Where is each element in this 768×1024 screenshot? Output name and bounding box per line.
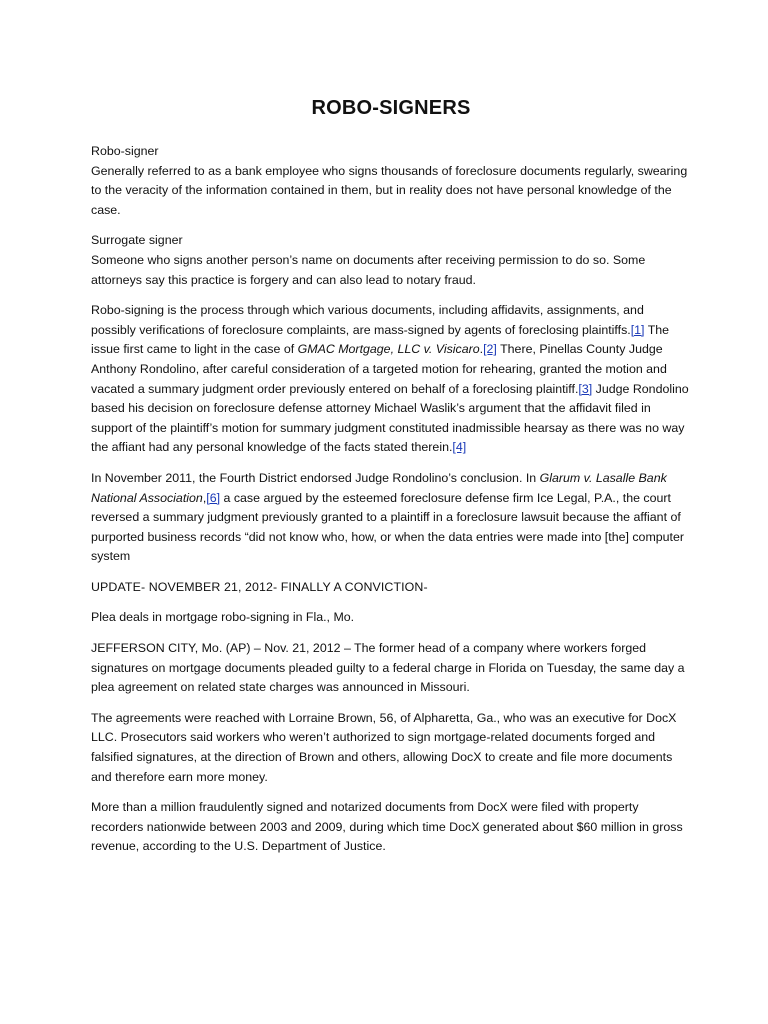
definition-text: Generally referred to as a bank employee who signs thousands of foreclosure documents regularly, swearing to the veracity of the information contained in them, but in reality does not have personal knowledge of the case. [91, 163, 688, 217]
footnote-link-1[interactable]: [1] [630, 322, 645, 337]
paragraph-agreements: The agreements were reached with Lorraine Brown, 56, of Alpharetta, Ga., who was an executive for DocX LLC. Prosecutors said workers who weren’t authorized to sign mortgage-related documents forged and falsified signatures, at the direction of Brown and others, allowing DocX to create and file more documents and therefore earn more money. [91, 710, 677, 784]
footnote-link-2[interactable]: [2] [483, 342, 497, 357]
document-page [91, 96, 691, 868]
paragraph-jefferson-city: JEFFERSON CITY, Mo. (AP) – Nov. 21, 2012 – The former head of a company where workers forged signatures on mortgage documents pleaded guilty to a federal charge in Florida on Tuesday, the same day a plea agreement on related state charges was announced in Missouri. [91, 641, 685, 695]
document-title: ROBO-SIGNERS [311, 97, 471, 119]
paragraph-text: . [479, 342, 484, 357]
paragraph-text: There, Pinellas County Judge Anthony Rondolino, after careful consideration of a targeted motion for rehearing, granted the motion and vacated a summary judgment order previously entered on behalf of a foreclosing plaintiff. [91, 342, 667, 396]
definition-term: Surrogate signer [91, 233, 183, 248]
case-name: GMAC Mortgage, LLC v. Visicaro [297, 342, 480, 357]
footnote-link-3[interactable]: [3] [578, 381, 593, 396]
paragraph-text: In November 2011, the Fourth District endorsed Judge Rondolino’s conclusion. In [91, 470, 540, 485]
definition-surrogate-signer [91, 231, 691, 290]
definition-robo-signer [91, 142, 691, 220]
footnote-link-4[interactable]: [4] [452, 440, 467, 455]
definition-text: Someone who signs another person’s name on documents after receiving permission to do so. Some attorneys say this practice is forgery and can also lead to notary fraud. [91, 252, 646, 287]
case-name: Glarum v. Lasalle Bank National Association [91, 470, 667, 505]
paragraph-text: Judge Rondolino based his decision on foreclosure defense attorney Michael Waslik’s argument that the affidavit filed in support of the plaintiff’s motion for summary judgment constituted inadmissible hearsay as there was no way the affiant had any personal knowledge of the facts stated therein. [91, 381, 689, 455]
definition-term: Robo-signer [91, 144, 159, 158]
paragraph-text: The issue first came to light in the case of [91, 322, 670, 357]
paragraph-text: a case argued by the esteemed foreclosure defense firm Ice Legal, P.A., the court reversed a summary judgment previously granted to a plaintiff in a foreclosure lawsuit because the affiant of purported business records “did not know who, how, or when the data entries were made into [the] computer system [91, 490, 685, 564]
paragraph-text: Robo-signing is the process through which various documents, including affidavits, assignments, and possibly verifications of foreclosure complaints, are mass-signed by agents of foreclosing plaintiffs. [91, 303, 644, 337]
paragraph-fourth-district [91, 469, 691, 567]
paragraph-text: , [202, 490, 207, 505]
paragraph-docx-revenue: More than a million fraudulently signed and notarized documents from DocX were filed with property recorders nationwide between 2003 and 2009, during which time DocX generated about $60 million in gross revenue, according to the U.S. Department of Justice. [91, 800, 683, 854]
news-headline: Plea deals in mortgage robo-signing in Fla., Mo. [91, 610, 355, 625]
footnote-link-6[interactable]: [6] [206, 490, 221, 505]
paragraph-robo-signing [91, 301, 691, 458]
update-heading: UPDATE- NOVEMBER 21, 2012- FINALLY A CONVICTION- [91, 579, 428, 594]
